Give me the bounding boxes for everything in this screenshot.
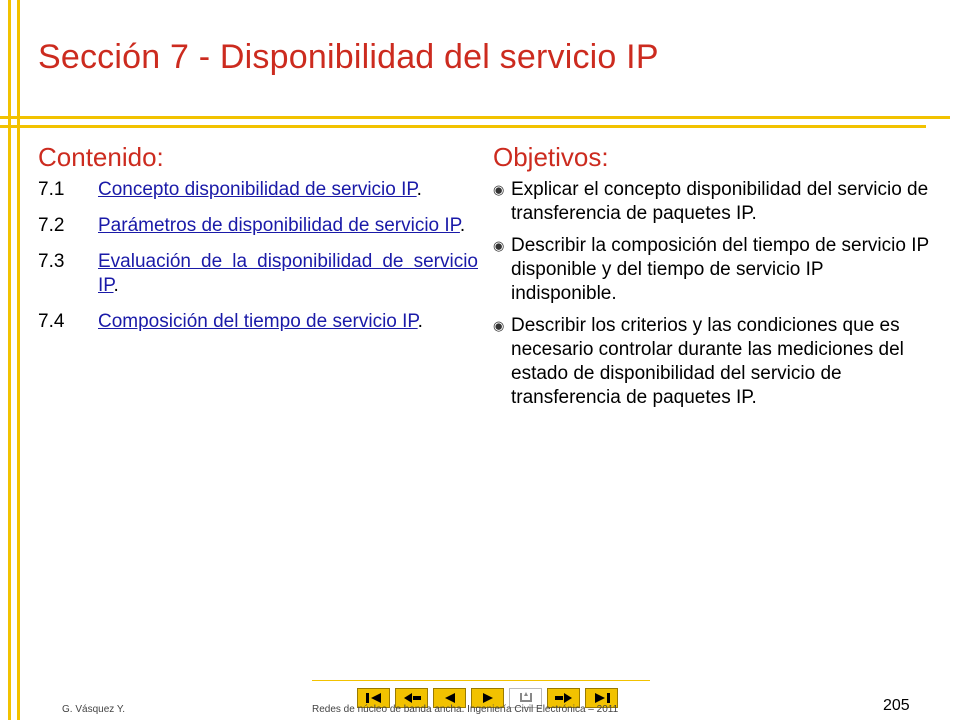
frame-line-horizontal-lower [0, 125, 926, 128]
next-slide-icon [477, 691, 499, 705]
contents-item-link[interactable]: Composición del tiempo de servicio IP [98, 311, 418, 332]
objectives-heading: Objetivos: [493, 142, 609, 172]
contents-heading: Contenido: [38, 142, 164, 172]
objective-text: Describir la composición del tiempo de servicio IP disponible y del tiempo de servicio IP indisponible. [511, 235, 929, 304]
contents-item-suffix: . [416, 179, 422, 200]
contents-item [38, 250, 478, 298]
contents-item-suffix: . [459, 215, 466, 236]
objective-item [493, 234, 933, 306]
contents-item-link[interactable]: Parámetros de disponibilidad de servicio IP [98, 215, 460, 236]
objectives-list [493, 178, 933, 418]
contents-list [38, 178, 478, 346]
next-section-icon [553, 691, 575, 705]
frame-line-horizontal-upper [0, 116, 950, 119]
contents-item-number: 7.4 [38, 311, 65, 332]
objective-text: Describir los criterios y las condiciones que es necesario controlar durante las mediciones del estado de disponibilidad del servicio de transferencia de paquetes IP. [511, 315, 904, 408]
contents-item-number: 7.3 [38, 251, 65, 272]
slide-title: Sección 7 - Disponibilidad del servicio IP [38, 38, 659, 76]
bullet-icon: ◉ [493, 238, 505, 253]
footer-author: G. Vásquez Y. [62, 704, 126, 715]
last-slide-icon [591, 691, 613, 705]
objective-item [493, 314, 933, 410]
contents-item-link[interactable]: Evaluación de la disponibilidad de servicio IP [98, 251, 478, 296]
objective-text: Explicar el concepto disponibilidad del servicio de transferencia de paquetes IP. [511, 179, 929, 224]
navigation-divider [312, 680, 650, 681]
page-number: 205 [883, 697, 910, 714]
home-return-icon [515, 691, 537, 705]
contents-item [38, 178, 478, 202]
previous-slide-icon [439, 691, 461, 705]
frame-line-vertical-right [17, 0, 20, 720]
bullet-icon: ◉ [493, 318, 505, 333]
footer-course: Redes de núcleo de banda ancha. Ingeniería Civil Electrónica – 2011 [312, 704, 619, 715]
contents-item [38, 214, 478, 238]
contents-item-number: 7.1 [38, 179, 65, 200]
contents-item-link[interactable]: Concepto disponibilidad de servicio IP [98, 179, 417, 200]
previous-section-icon [401, 691, 423, 705]
first-slide-icon [363, 691, 385, 705]
objective-item [493, 178, 933, 226]
contents-item-number: 7.2 [38, 215, 65, 236]
contents-item [38, 310, 478, 334]
contents-item-suffix: . [113, 275, 119, 296]
contents-item-suffix: . [417, 311, 423, 332]
bullet-icon: ◉ [493, 182, 505, 197]
frame-line-vertical-left [8, 0, 11, 720]
